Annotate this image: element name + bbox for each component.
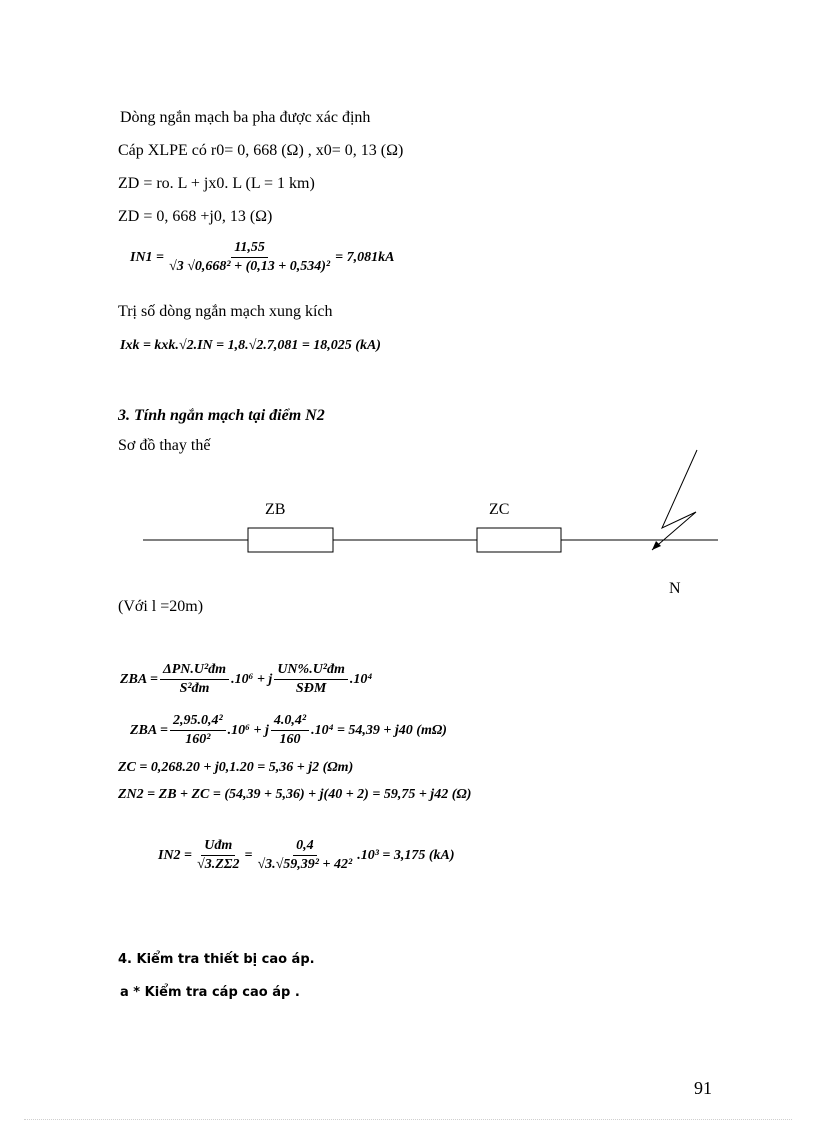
fraction-numerator: Uđm: [201, 838, 235, 856]
page-bottom-border: [24, 1119, 792, 1120]
fraction: [170, 713, 226, 748]
text-line: ZD = ro. L + jx0. L (L = 1 km): [118, 175, 315, 192]
fraction-numerator: 11,55: [231, 240, 268, 258]
equation-in1: [130, 240, 394, 275]
fraction-denominator: √3 √0,668² + (0,13 + 0,534)²: [169, 259, 331, 274]
fault-arrow-head: [652, 541, 661, 550]
eq-part: .10⁶ + j: [231, 671, 273, 687]
text-line: ZD = 0, 668 +j0, 13 (Ω): [118, 208, 273, 225]
zc-label: ZC: [489, 501, 510, 518]
fraction-denominator: √3.ZΣ2: [197, 857, 240, 872]
fraction-denominator: 160²: [185, 732, 211, 747]
text-line: Cáp XLPE có r0= 0, 668 (Ω) , x0= 0, 13 (Ω): [118, 142, 404, 159]
fraction-denominator: SĐM: [295, 681, 327, 696]
equivalent-circuit-diagram: [0, 440, 816, 610]
fraction-numerator: 4.0,4²: [271, 713, 309, 731]
equation-in2: [158, 838, 455, 873]
equation-zba-formula: [120, 662, 372, 697]
fraction: [271, 713, 309, 748]
eq-part: =: [244, 847, 253, 863]
equation-zba-value: [130, 713, 447, 748]
fraction-numerator: 2,95.0,4²: [170, 713, 226, 731]
fraction-denominator: 160: [279, 732, 301, 747]
fraction: [194, 838, 242, 873]
eq-part: = 7,081kA: [335, 249, 395, 265]
fraction-numerator: UN%.U²đm: [274, 662, 348, 680]
impedance-zb: [248, 528, 333, 552]
text-line: (Với l =20m): [118, 598, 204, 615]
fraction: [254, 838, 355, 873]
text-line: Dòng ngắn mạch ba pha được xác định: [120, 109, 371, 126]
page-number: 91: [694, 1078, 712, 1098]
section-heading: 4. Kiểm tra thiết bị cao áp.: [118, 952, 315, 967]
eq-part: .10⁶ + j: [227, 722, 269, 738]
equation-zn2: ZN2 = ZB + ZC = (54,39 + 5,36) + j(40 + 2) = 59,75 + j42 (Ω): [118, 787, 472, 802]
text-line: Sơ đồ thay thế: [118, 437, 211, 454]
fraction-numerator: 0,4: [293, 838, 317, 856]
impedance-zc: [477, 528, 561, 552]
fraction-denominator: √3.√59,39² + 42²: [257, 857, 353, 872]
eq-part: ZBA =: [120, 671, 158, 687]
fault-arrow: [652, 450, 697, 550]
fraction: [160, 662, 229, 697]
zb-label: ZB: [265, 501, 286, 518]
eq-part: .10³ = 3,175 (kA): [357, 847, 455, 863]
eq-part: .10⁴: [349, 671, 373, 687]
eq-part: IN1 =: [130, 249, 165, 265]
section-heading: 3. Tính ngắn mạch tại điểm N2: [118, 407, 325, 424]
text-line: Trị số dòng ngắn mạch xung kích: [118, 303, 333, 320]
subsection-heading: a * Kiểm tra cáp cao áp .: [120, 985, 300, 1000]
eq-part: .10⁴ = 54,39 + j40 (mΩ): [311, 722, 447, 738]
eq-part: ZBA =: [130, 722, 168, 738]
equation-zc: ZC = 0,268.20 + j0,1.20 = 5,36 + j2 (Ωm): [118, 760, 354, 775]
fraction: [274, 662, 348, 697]
fraction-denominator: S²đm: [179, 681, 210, 696]
fault-point-label: N: [669, 580, 681, 597]
fraction-numerator: ΔPN.U²đm: [160, 662, 229, 680]
eq-part: IN2 =: [158, 847, 193, 863]
fraction: [166, 240, 333, 275]
equation-ixk: Ixk = kxk.√2.IN = 1,8.√2.7,081 = 18,025 (kA): [120, 338, 381, 353]
